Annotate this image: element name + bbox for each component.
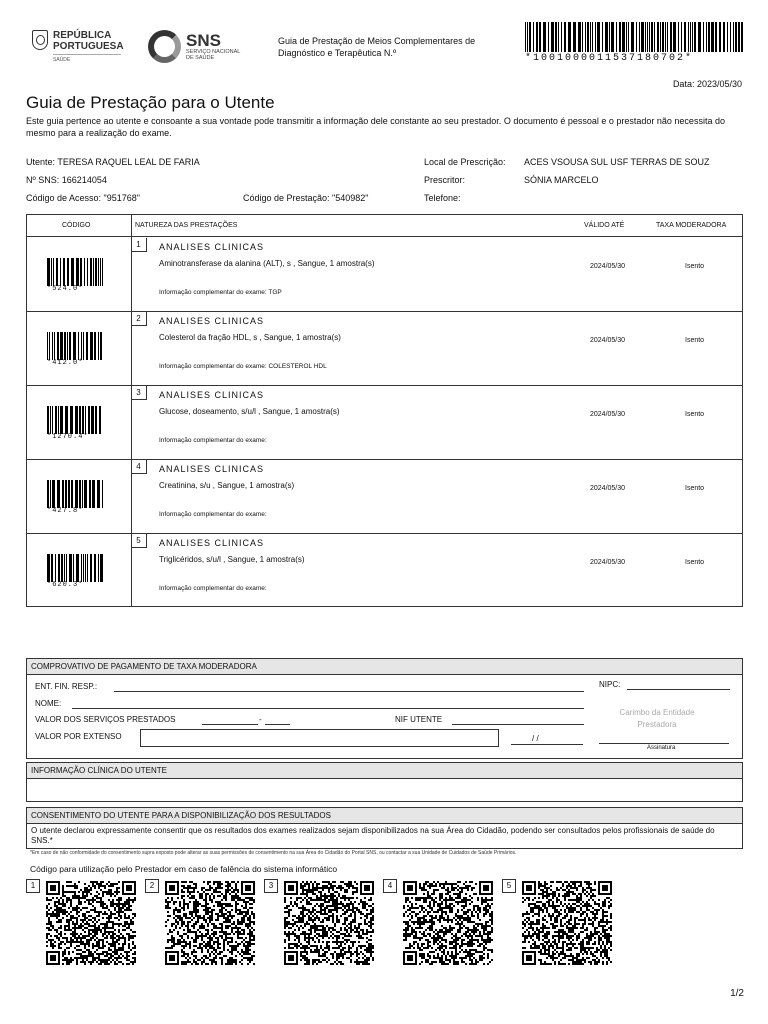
nome-line[interactable] [72,708,584,709]
carimbo-line1: Carimbo da Entidade [619,708,695,717]
row-valid-until: 2024/05/30 [590,485,626,492]
row-code: *427.8* [47,507,84,515]
qr-section-title: Código para utilização pelo Prestador em caso de falência do sistema informático [30,864,338,874]
row-description: Triglicéridos, s/u/l , Sangue, 1 amostra(s) [159,555,305,564]
nome-label: NOME: [35,699,62,708]
page-title: Guia de Prestação para o Utente [26,93,275,112]
valor-servicos-label: VALOR DOS SERVIÇOS PRESTADOS [35,715,176,724]
table-row [27,460,742,534]
rp-sub: SAÚDE [53,54,121,63]
row-description: Creatinina, s/u , Sangue, 1 amostra(s) [159,481,295,490]
utente-field: Utente: TERESA RAQUEL LEAL DE FARIA [26,157,200,167]
payment-box [26,658,743,759]
sns-field: Nº SNS: 166214054 [26,175,107,185]
prestacoes-table [26,214,743,607]
date-line[interactable] [511,744,583,745]
header-codigo: CÓDIGO [62,222,91,229]
qr-number: 1 [26,879,40,893]
signature-line[interactable] [599,743,729,744]
carimbo-placeholder [607,707,707,731]
row-barcode [47,554,103,582]
qr-code [46,881,136,965]
assinatura-label: Assinatura [647,745,676,751]
row-number: 2 [131,312,147,326]
row-category: ANALISES CLINICAS [159,464,265,474]
document-date: Data: 2023/05/30 [672,79,742,89]
valor-cents-line[interactable] [265,724,290,725]
table-row [27,312,742,386]
row-category: ANALISES CLINICAS [159,316,265,326]
nipc-line[interactable] [627,689,730,690]
qr-number: 4 [383,879,397,893]
qr-number: 2 [145,879,159,893]
row-taxa: Isento [685,263,705,270]
consent-box [26,807,743,849]
row-code: *524.0* [47,285,84,293]
sns-sub2: DE SAÚDE [186,55,215,61]
nipc-label: NIPC: [599,680,621,689]
sns-circle-icon [148,30,181,63]
table-header [27,215,742,237]
consent-text: O utente declarou expressamente consentir que os resultados dos exames realizados sejam disponibilizados na sua Área do Cidadão, podendo ser consultados pelos profissionais de saúde do SNS.* [31,826,715,845]
row-taxa: Isento [685,337,705,344]
qr-code [284,881,374,965]
row-taxa: Isento [685,485,705,492]
header-valido: VÁLIDO ATÉ [584,222,625,229]
acesso-field: Código de Acesso: "951768" [26,193,140,203]
row-code: *412.0* [47,359,84,367]
guia-title [278,35,513,59]
row-info: Informação complementar do exame: [159,585,267,592]
guia-line2: Diagnóstico e Terapêutica N.º [278,48,397,58]
guia-line1: Guia de Prestação de Meios Complementares de [278,36,476,46]
page-number: 1/2 [730,988,744,999]
row-number: 3 [131,386,147,400]
rp-line2: PORTUGUESA [53,41,124,52]
row-info: Informação complementar do exame: [159,511,267,518]
nif-utente-label: NIF UTENTE [395,715,443,724]
rp-line1: REPÚBLICA [53,30,112,41]
row-barcode [47,258,103,286]
clinical-info-box [26,762,743,802]
row-number: 5 [131,534,147,548]
prescritor-label: Prescritor: [424,175,466,185]
local-value: ACES VSOUSA SUL USF TERRAS DE SOUZ [524,157,710,167]
prescritor-value: SÓNIA MARCELO [524,175,599,185]
row-taxa: Isento [685,559,705,566]
nif-utente-line[interactable] [452,724,584,725]
consent-footnote: *Em caso de não conformidade do consentimento supra exposto pode alterar as suas permissões de consentimento na sua Área do Cidadão do Portal SNS, ou contactar a sua Unidade de Cuidados de Saúde Primários. [30,850,517,856]
row-barcode [47,406,103,434]
ent-fin-line[interactable] [114,691,584,692]
clinical-title: INFORMAÇÃO CLÍNICA DO UTENTE [27,763,742,779]
valor-dash: - [259,715,262,724]
row-valid-until: 2024/05/30 [590,559,626,566]
top-barcode [525,22,743,52]
row-code: *620.3* [47,581,84,589]
row-number: 1 [131,238,147,252]
shield-icon [32,30,48,50]
table-row [27,534,742,608]
row-code: *1270.4* [47,433,89,441]
valor-extenso-box[interactable] [140,729,499,747]
qr-number: 5 [502,879,516,893]
carimbo-line2: Prestadora [637,720,677,729]
row-valid-until: 2024/05/30 [590,263,626,270]
row-barcode [47,332,103,360]
payment-title: COMPROVATIVO DE PAGAMENTO DE TAXA MODERADORA [27,659,742,675]
table-row [27,238,742,312]
consent-title: CONSENTIMENTO DO UTENTE PARA A DISPONIBILIZAÇÃO DOS RESULTADOS [27,808,742,824]
row-description: Glucose, doseamento, s/u/l , Sangue, 1 amostra(s) [159,407,340,416]
ent-fin-label: ENT. FIN. RESP.: [35,682,98,691]
sns-logo [148,30,240,63]
header-taxa: TAXA MODERADORA [656,222,727,229]
qr-number: 3 [264,879,278,893]
date-separators: / / [532,734,539,743]
telefone-label: Telefone: [424,193,461,203]
valor-servicos-line[interactable] [202,724,258,725]
row-info: Informação complementar do exame: COLESTEROL HDL [159,363,327,370]
qr-code [522,881,612,965]
sns-sub1: SERVIÇO NACIONAL [186,49,241,55]
row-category: ANALISES CLINICAS [159,538,265,548]
row-description: Colesterol da fração HDL, s , Sangue, 1 amostra(s) [159,333,341,342]
sns-title: SNS [186,31,221,50]
prestacao-field: Código de Prestação: "540982" [243,193,369,203]
valor-extenso-label: VALOR POR EXTENSO [35,732,122,741]
header-natureza: NATUREZA DAS PRESTAÇÕES [135,222,238,229]
row-taxa: Isento [685,411,705,418]
top-barcode-number: *1001000011537180702* [525,53,694,64]
republica-portuguesa-logo [32,30,124,63]
intro-text: Este guia pertence ao utente e consoante a sua vontade pode transmitir a informação dele constante ao seu prestador. O documento é pessoal e o prestador não necessita do mesmo para a realização do exame. [26,116,725,138]
table-row [27,386,742,460]
row-valid-until: 2024/05/30 [590,411,626,418]
qr-code [165,881,255,965]
row-info: Informação complementar do exame: [159,437,267,444]
row-number: 4 [131,460,147,474]
qr-code [403,881,493,965]
row-valid-until: 2024/05/30 [590,337,626,344]
row-barcode [47,480,103,508]
row-description: Aminotransferase da alanina (ALT), s , Sangue, 1 amostra(s) [159,259,375,268]
local-label: Local de Prescrição: [424,157,506,167]
row-category: ANALISES CLINICAS [159,242,265,252]
row-info: Informação complementar do exame: TGP [159,289,282,296]
row-category: ANALISES CLINICAS [159,390,265,400]
